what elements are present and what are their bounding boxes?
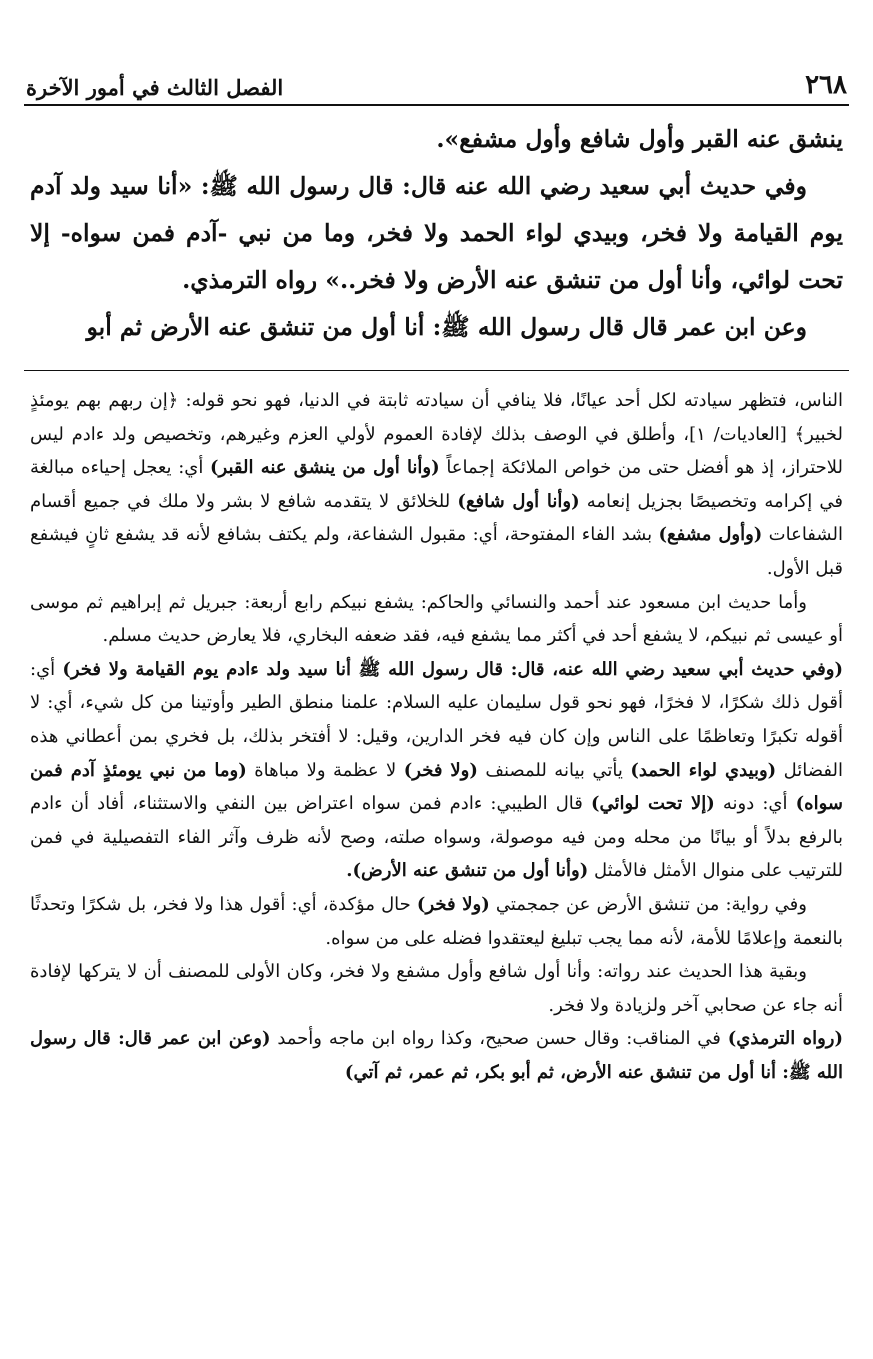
quoted-phrase: (وأنا أول شافع) <box>457 490 580 512</box>
quoted-phrase: (وعن ابن عمر قال: قال رسول الله ﷺ: أنا أول من تنشق عنه الأرض، ثم أبو بكر، ثم عمر، ثم آتي) <box>30 1028 843 1083</box>
quoted-phrase: (رواه الترمذي) <box>727 1028 843 1050</box>
commentary-text: للخلائق لا يتقدمه شافع لا بشر ولا ملك في جميع أقسام الشفاعات <box>30 490 843 546</box>
commentary-paragraph <box>30 384 843 586</box>
commentary-text: أي: أقول ذلك شكرًا، لا فخرًا، فهو نحو قول سليمان عليه السلام: علمنا منطق الطير وأوتينا من كل شيء، أي: لا أقوله تكبرًا وتعاظمًا على الناس وإن كان فيه فخر الدارين، وقيل: لا أفتخر بذلك، بل فخري بمن أعطاني هذه الفضائل <box>30 658 843 781</box>
quoted-phrase: (ولا فخر) <box>403 759 478 781</box>
quoted-phrase: (وفي حديث أبي سعيد رضي الله عنه، قال: قال رسول الله ﷺ أنا سيد ولد ءادم يوم القيامة ولا فخر) <box>62 658 843 680</box>
chapter-title: الفصل الثالث في أمور الآخرة <box>26 75 284 100</box>
page-header <box>26 60 847 100</box>
quoted-phrase: (ولا فخر) <box>416 893 490 915</box>
commentary-paragraph <box>30 1022 843 1089</box>
commentary-paragraph <box>30 653 843 888</box>
main-paragraph: وفي حديث أبي سعيد رضي الله عنه قال: قال رسول الله ﷺ: «أنا سيد ولد آدم يوم القيامة ولا فخر، وبيدي لواء الحمد ولا فخر، وما من نبي -آدم فمن سواه- إلا تحت لوائي، وأنا أول من تنشق عنه الأرض ولا فخر..» رواه الترمذي. <box>30 172 843 294</box>
commentary-text: لا عظمة ولا مباهاة <box>254 759 397 781</box>
header-rule <box>24 104 849 106</box>
quoted-phrase: (إلا تحت لوائي) <box>591 793 715 815</box>
footnote-separator <box>24 370 849 371</box>
page-number: ٢٦٨ <box>805 70 847 100</box>
commentary-text: أي: يعجل إحياءه مبالغة في إكرامه وتخصيصًا بجزيل إنعامه <box>30 457 843 512</box>
quoted-phrase: (وما من نبي يومئذٍ آدم فمن سواه) <box>30 759 843 815</box>
commentary-paragraph <box>30 888 843 955</box>
main-paragraph: ينشق عنه القبر وأول شافع وأول مشفع». <box>436 125 843 153</box>
quoted-phrase: (وأنا أول من ينشق عنه القبر) <box>210 457 440 479</box>
commentary-paragraph: وأما حديث ابن مسعود عند أحمد والنسائي والحاكم: يشفع نبيكم رابع أربعة: جبريل ثم إبراهيم ثم موسى أو عيسى ثم نبيكم، لا يشفع أحد في أكثر مما يشفع فيه، فقد ضعفه البخاري، فلا يعارض حديث مسلم. <box>30 591 843 647</box>
commentary-text: وفي رواية: من تنشق الأرض عن جمجمتي <box>495 893 807 915</box>
quoted-phrase: (وأول مشفع) <box>658 524 763 546</box>
quoted-phrase: (وبيدي لواء الحمد) <box>630 759 777 781</box>
commentary-text: أي: دونه <box>722 793 788 815</box>
main-paragraph: وعن ابن عمر قال قال رسول الله ﷺ: أنا أول من تنشق عنه الأرض ثم أبو <box>86 313 807 341</box>
main-text <box>30 116 843 351</box>
quoted-phrase: (وأنا أول من تنشق عنه الأرض). <box>346 860 589 882</box>
commentary-text: الناس، فتظهر سيادته لكل أحد عيانًا، فلا ينافي أن سيادته ثابتة في الدنيا، فهو نحو قوله: ﴿إن ربهم بهم يومئذٍ لخبير﴾ [العاديات/ ١]، وأطلق في الوصف بذلك لإفادة العموم لأولي العزم وغيرهم، وتخصيص ولد ءادم ليس للاحتراز، إذ هو أفضل حتى من خواص الملائكة إجماعاً <box>30 390 843 479</box>
commentary-text: حال مؤكدة، أي: أقول هذا ولا فخر، بل شكرًا وتحدثًا بالنعمة وإعلامًا للأمة، لأنه مما يجب تبليغ ليعتقدوا فضله على من سواه. <box>30 893 843 949</box>
commentary-paragraph: وبقية هذا الحديث عند رواته: وأنا أول شافع وأول مشفع ولا فخر، وكان الأولى للمصنف أن لا يتركها لإفادة أنه جاء عن صحابي آخر ولزيادة ولا فخر. <box>30 961 843 1016</box>
commentary-text: يأتي بيانه للمصنف <box>485 759 623 781</box>
commentary <box>30 384 843 1089</box>
commentary-text: بشد الفاء المفتوحة، أي: مقبول الشفاعة، ولم يكتف بشافع لأنه قد يشفع ثانٍ فيشفع قبل الأول. <box>30 524 843 579</box>
commentary-text: قال الطيبي: ءادم فمن سواه اعتراض بين النفي والاستثناء، أفاد أن ءادم بالرفع بدلاً أو بيانًا من محله ومن فيه موصولة، وسواه صلته، وصح لأنه ظرف وآثر الفاء التفصيلية في فمن للترتيب على منوال الأمثل فالأمثل <box>30 793 843 882</box>
commentary-text: في المناقب: وقال حسن صحيح، وكذا رواه ابن ماجه وأحمد <box>277 1028 721 1050</box>
